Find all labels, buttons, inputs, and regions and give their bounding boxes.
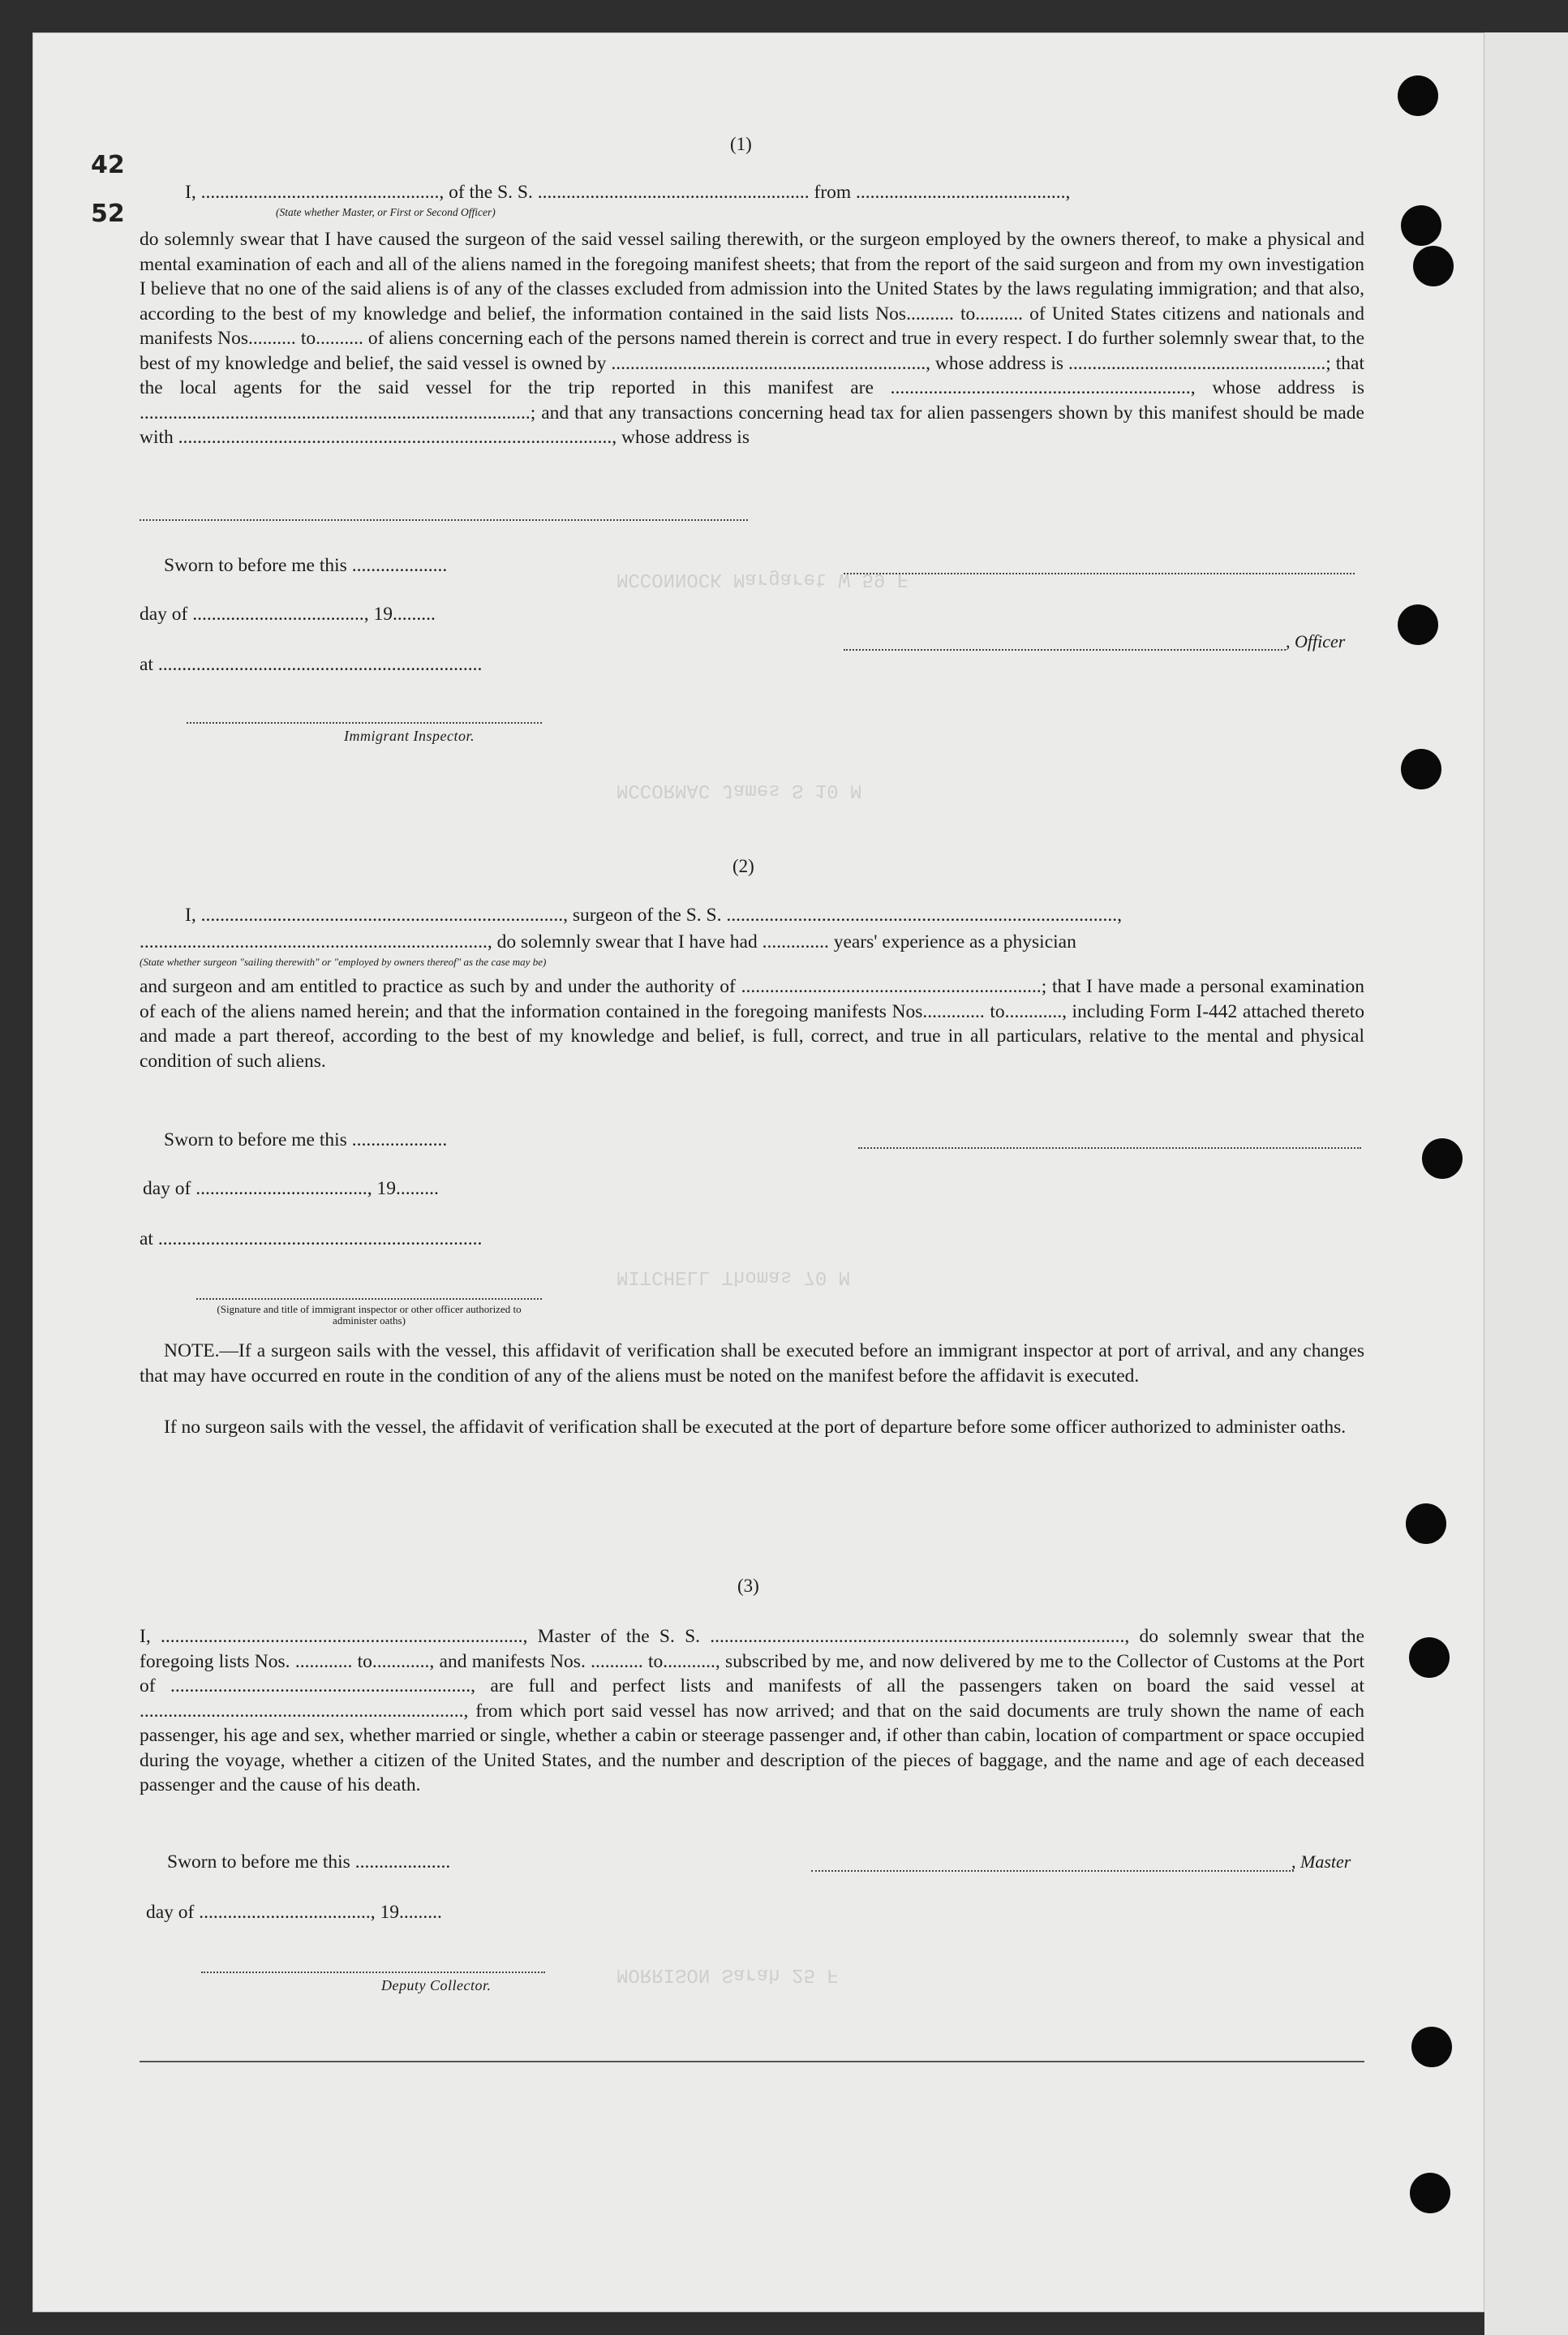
section-1-officer-signature-line-top xyxy=(844,573,1355,574)
section-2-number: (2) xyxy=(732,856,754,876)
binder-hole xyxy=(1406,1503,1446,1544)
page-edge-strip xyxy=(1484,32,1568,2335)
inspector-signature-line xyxy=(187,722,542,724)
bleed-through-text: MITCHELL Thomas 70 M xyxy=(616,1266,851,1288)
section-2-signature-line xyxy=(196,1298,542,1300)
bleed-through-text: MCCORMAC James S 10 M xyxy=(616,779,862,801)
margin-number: 42 xyxy=(91,151,125,179)
section-2-first-line: I, ............................................................................, surgeon of the S. S. .................................................................................., xyxy=(185,905,1122,926)
section-1-sworn: Sworn to before me this .................... xyxy=(164,555,448,576)
section-1-first-line-caption: (State whether Master, or First or Second Officer) xyxy=(276,206,496,218)
section-3-sworn: Sworn to before me this .................... xyxy=(167,1851,451,1873)
section-1-at: at .................................................................... xyxy=(140,654,483,675)
section-2-signature-caption: (Signature and title of immigrant inspector or other officer authorized to administer oaths) xyxy=(217,1303,522,1327)
section-2-at: at .................................................................... xyxy=(140,1228,483,1249)
section-1-blank-line xyxy=(140,519,748,521)
binder-hole xyxy=(1398,75,1438,116)
section-1-first-line: I, .................................................., of the S. S. ......................................................... from ............................................, xyxy=(185,182,1071,203)
section-3-day: day of ...................................., 19......... xyxy=(146,1902,442,1923)
binder-hole xyxy=(1401,205,1441,246)
binder-hole xyxy=(1413,246,1454,286)
binder-hole xyxy=(1422,1138,1463,1179)
section-2-note: NOTE.—If a surgeon sails with the vessel, this affidavit of verification shall be executed before an immigrant inspector at port of arrival, and any changes that may have occurred en route in the condition of any of the aliens must be noted on the manifest before the affidavit is executed. xyxy=(140,1340,1364,1387)
section-1-number: (1) xyxy=(730,134,752,154)
section-2-right-signature-line xyxy=(858,1147,1361,1149)
deputy-collector-signature-line xyxy=(201,1972,545,1973)
section-2-sworn: Sworn to before me this .................... xyxy=(164,1129,448,1150)
section-3-body: I, ............................................................................, Master of the S. S. ......................................................................................., do solemnly swear that the foregoing lists Nos. ............ to............, and manifests Nos. ........... to..........., subscribed by me, and now delivered by me to the Collector of Customs at the Port of ..............................................................., are full and perfect lists and manifests of all the passengers taken on board the said vessel at ...................................................................., from which port said vessel has now arrived; and that on the said documents are truly shown the name of each passenger, his age and sex, whether married or single, whether a cabin or steerage passenger and, if other than cabin, location of compartment or space occupied during the voyage, whether a citizen of the United States, and the number and description of the pieces of baggage, and the name and age of each deceased passenger and the cause of his death. xyxy=(140,1626,1364,1795)
binder-hole xyxy=(1411,2027,1452,2067)
binder-hole xyxy=(1409,1637,1450,1678)
officer-label: , Officer xyxy=(1286,631,1346,651)
bleed-through-text: MCCONNOCK Margaret W 59 F xyxy=(616,568,909,590)
deputy-collector-label: Deputy Collector. xyxy=(381,1977,492,1993)
section-2-note-2: If no surgeon sails with the vessel, the affidavit of verification shall be executed at the port of departure before some officer authorized to administer oaths. xyxy=(164,1417,1347,1438)
immigrant-inspector-label: Immigrant Inspector. xyxy=(344,728,475,744)
bottom-rule xyxy=(140,2061,1364,2062)
section-2-second-line-caption: (State whether surgeon "sailing therewith" or "employed by owners thereof" as the case may be) xyxy=(140,956,547,968)
section-3-number: (3) xyxy=(737,1576,759,1596)
bleed-through-text: MORRISON Sarah 25 F xyxy=(616,1963,839,1985)
binder-hole xyxy=(1410,2173,1450,2213)
section-2-body: and surgeon and am entitled to practice as such by and under the authority of ...............................................................; that I have made a personal examination of each of the aliens named herein; and that the information contained in the foregoing manifests Nos............. to............, including Form I-442 attached thereto and made a part thereof, according to the best of my knowledge and belief, is full, correct, and true in all particulars, relative to the mental and physical condition of such aliens. xyxy=(140,976,1364,1072)
master-label: , Master xyxy=(1291,1851,1351,1872)
margin-number: 52 xyxy=(91,200,125,228)
section-1-day: day of ...................................., 19......... xyxy=(140,604,436,625)
binder-hole xyxy=(1398,604,1438,645)
section-2-day: day of ...................................., 19......... xyxy=(143,1178,439,1199)
binder-hole xyxy=(1401,749,1441,789)
section-2-second-line: ........................................................................., do solemnly swear that I have had .............. years' experience as a physician xyxy=(140,931,1076,952)
master-signature-line xyxy=(811,1870,1294,1872)
section-1-officer-signature-line xyxy=(844,649,1286,651)
section-1-body: do solemnly swear that I have caused the surgeon of the said vessel sailing therewith, or the surgeon employed by the owners thereof, to make a physical and mental examination of each and all of the aliens named in the foregoing manifest sheets; that from the report of the said surgeon and from my own investigation I believe that no one of the said aliens is of any of the classes excluded from admission into the United States by the laws regulating immigration; and that also, according to the best of my knowledge and belief, the information contained in the said lists Nos.......... to.......... of United States citizens and nationals and manifests Nos.......... to.......... of aliens concerning each of the persons named therein is correct and true in every respect. I do further solemnly swear that, to the best of my knowledge and belief, the said vessel is owned by .................................................................., whose address is ......................................................; that the local agents for the said vessel for the trip reported in this manifest are ..............................................................., whose address is ..................................................................................; and that any transactions concerning head tax for alien passengers shown by this manifest should be made with ..........................................................................................., whose address is xyxy=(140,229,1364,448)
